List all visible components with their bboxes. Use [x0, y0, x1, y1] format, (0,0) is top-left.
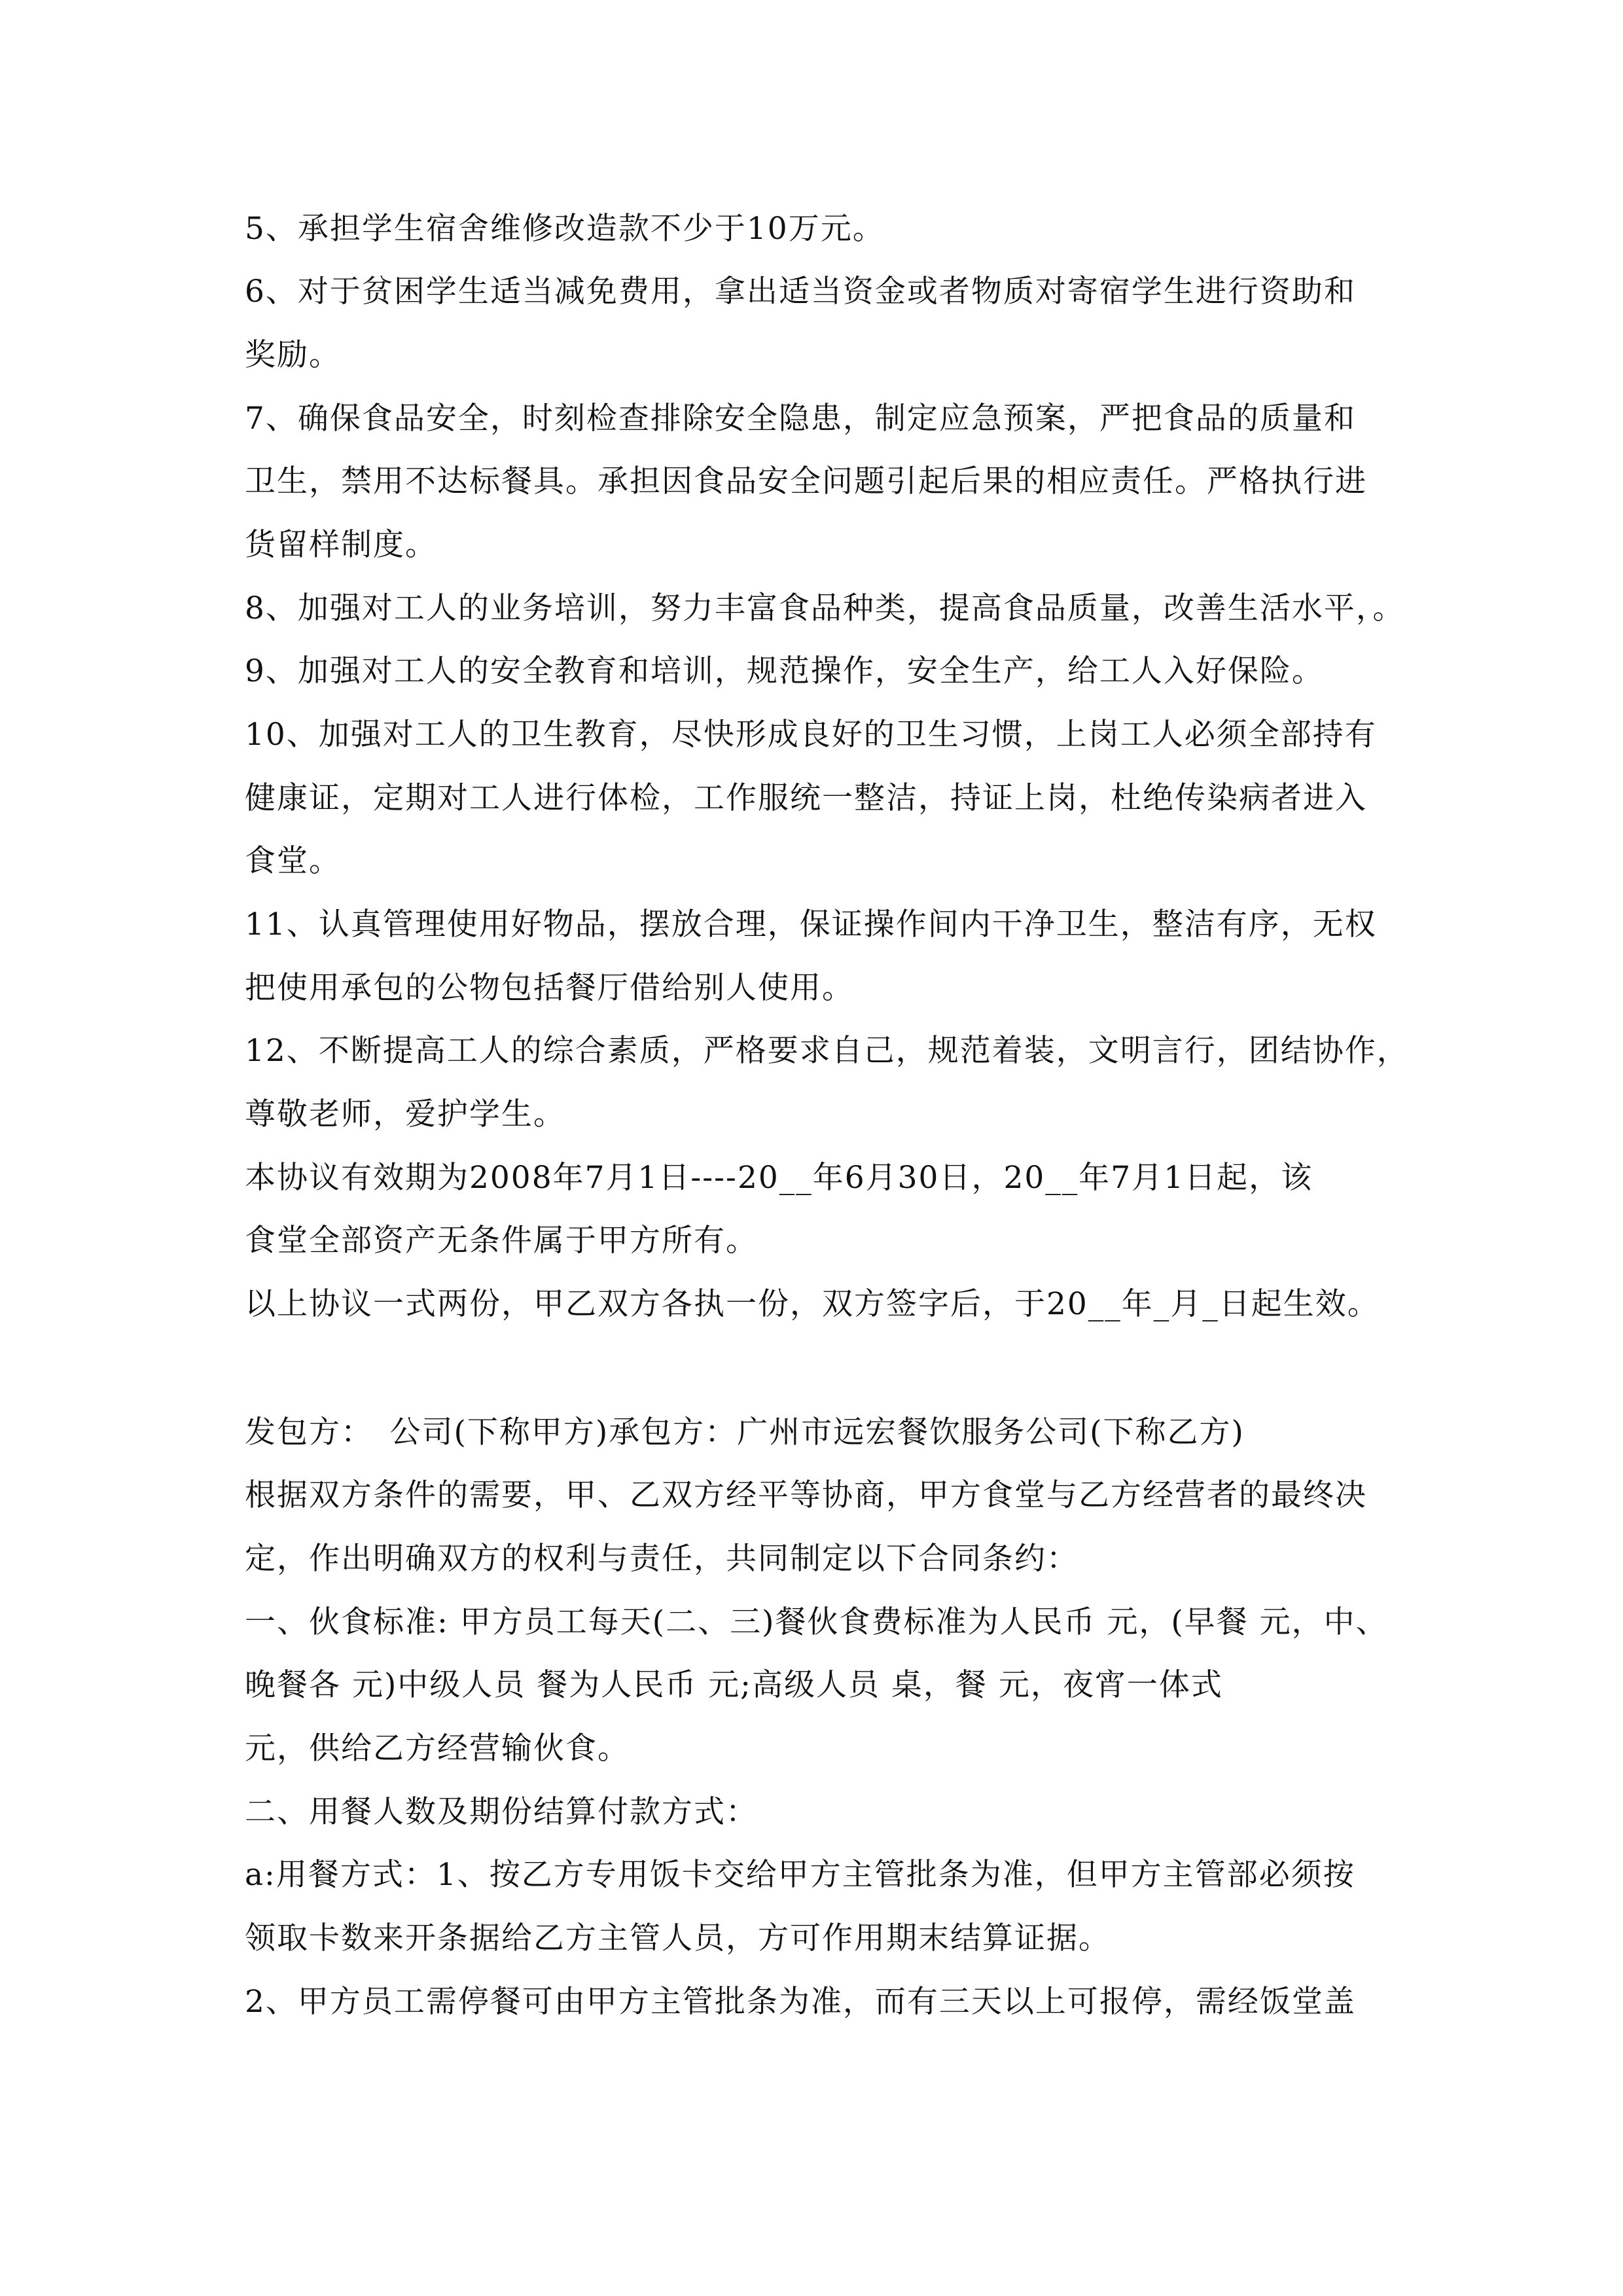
text-line: 根据双方条件的需要，甲、乙双方经平等协商，甲方食堂与乙方经营者的最终决 [245, 1477, 1367, 1513]
text-line: 8、加强对工人的业务培训，努力丰富食品种类，提高食品质量，改善生活水平，。 [245, 590, 1405, 626]
text-line: 奖励。 [245, 337, 341, 373]
text-line: 食堂全部资产无条件属于甲方所有。 [245, 1223, 758, 1259]
text-line: 7、确保食品安全，时刻检查排除安全隐患，制定应急预案，严把食品的质量和 [245, 401, 1356, 437]
text-line: 以上协议一式两份，甲乙双方各执一份，双方签字后，于20__年_月_日起生效。 [245, 1286, 1380, 1322]
text-line: 二、用餐人数及期份结算付款方式： [245, 1794, 758, 1830]
text-line: 5、承担学生宿舍维修改造款不少于10万元。 [245, 211, 885, 247]
text-line: 领取卡数来开条据给乙方主管人员，方可作用期末结算证据。 [245, 1920, 1111, 1956]
text-line: 一、伙食标准: 甲方员工每天(二、三)餐伙食费标准为人民币 元，(早餐 元，中、 [245, 1604, 1388, 1640]
text-line: 货留样制度。 [245, 527, 437, 563]
text-line: 10、加强对工人的卫生教育，尽快形成良好的卫生习惯，上岗工人必须全部持有 [245, 717, 1377, 753]
text-line: 11、认真管理使用好物品，摆放合理，保证操作间内干净卫生，整洁有序，无权 [245, 906, 1377, 942]
text-line: 发包方： 公司(下称甲方)承包方：广州市远宏餐饮服务公司(下称乙方) [245, 1414, 1245, 1450]
text-line: 2、甲方员工需停餐可由甲方主管批条为准，而有三天以上可报停，需经饭堂盖 [245, 1984, 1356, 2020]
text-line: 9、加强对工人的安全教育和培训，规范操作，安全生产，给工人入好保险。 [245, 653, 1324, 689]
text-line: 6、对于贫困学生适当减免费用，拿出适当资金或者物质对寄宿学生进行资助和 [245, 274, 1356, 310]
text-line: 晚餐各 元)中级人员 餐为人民币 元;高级人员 桌，餐 元，夜宵一体式 [245, 1667, 1223, 1703]
text-line: 把使用承包的公物包括餐厅借给别人使用。 [245, 970, 854, 1006]
text-line: a:用餐方式：1、按乙方专用饭卡交给甲方主管批条为准，但甲方主管部必须按 [245, 1857, 1355, 1893]
text-line: 12、不断提高工人的综合素质，严格要求自己，规范着装，文明言行，团结协作， [245, 1033, 1409, 1069]
text-line: 尊敬老师，爱护学生。 [245, 1096, 565, 1132]
text-line: 本协议有效期为2008年7月1日----20__年6月30日，20__年7月1日起，该 [245, 1160, 1313, 1196]
text-line: 食堂。 [245, 843, 341, 879]
text-line: 卫生，禁用不达标餐具。承担因食品安全问题引起后果的相应责任。严格执行进 [245, 463, 1367, 499]
text-line: 定，作出明确双方的权利与责任，共同制定以下合同条约： [245, 1541, 1079, 1577]
text-line: 健康证，定期对工人进行体检，工作服统一整洁，持证上岗，杜绝传染病者进入 [245, 780, 1367, 816]
text-line: 元，供给乙方经营输伙食。 [245, 1731, 630, 1767]
